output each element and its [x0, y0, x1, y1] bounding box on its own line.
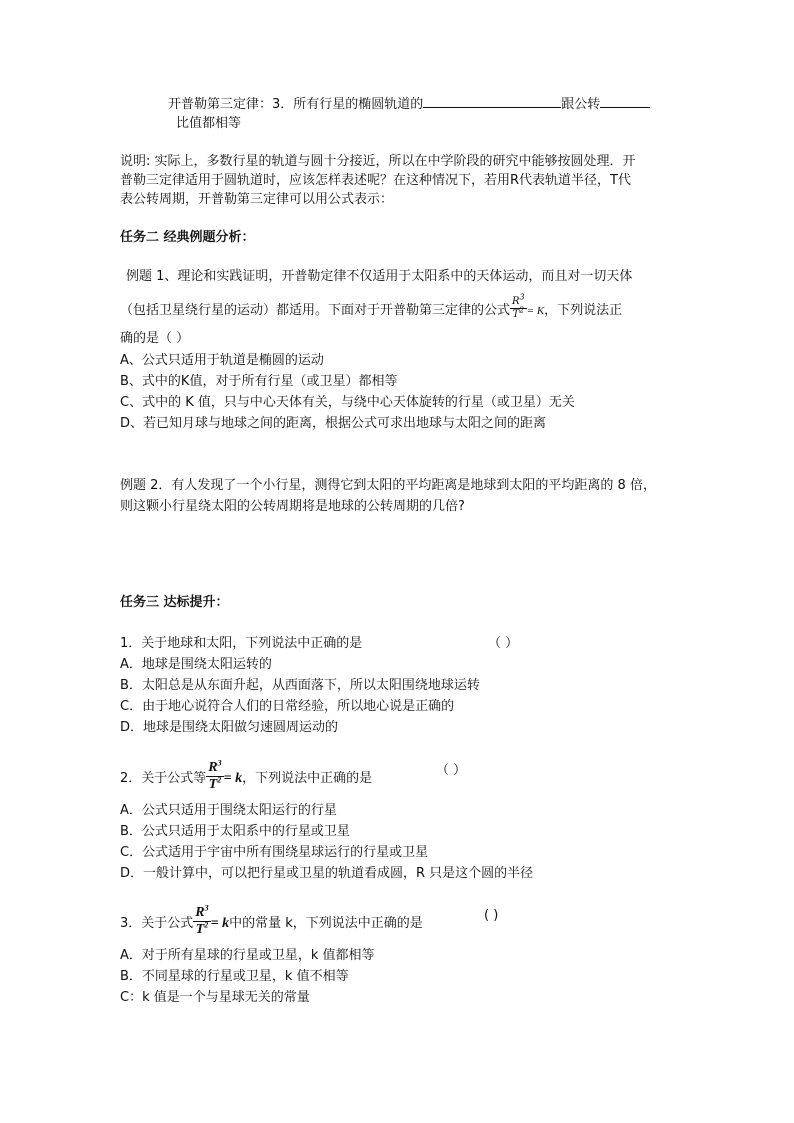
- example1-text-2: ，下列说法正: [544, 303, 623, 318]
- question1-stem: [120, 635, 362, 653]
- q2-formula-denominator-exponent: 2: [217, 775, 222, 785]
- example1-option-c: C、式中的 K 值，只与中心天体有关，与绕中心天体旋转的行星（或卫星）无关: [120, 395, 575, 410]
- example1-line-2: [120, 292, 623, 323]
- question1-option-d: D．地球是围绕太阳做匀速圆周运动的: [120, 720, 339, 735]
- formula-numerator: R: [512, 296, 520, 307]
- question2-text: 2．关于公式等: [120, 771, 207, 786]
- question3-text-2: 中的常量 k，下列说法中正确的是: [229, 916, 423, 931]
- question2-option-d: D．一般计算中，可以把行星或卫星的轨道看成圆，R 只是这个圆的半径: [120, 866, 534, 881]
- note-line-3: 表公转周期，开普勒第三定律可以用公式表示：: [120, 192, 394, 207]
- example2-line-1: 例题 2．有人发现了一个小行星，测得它到太阳的平均距离是地球到太阳的平均距离的 8 倍，: [120, 478, 656, 493]
- question3-text: 3．关于公式: [120, 916, 194, 931]
- question2-option-a: A．公式只适用于围绕太阳运行的行星: [120, 803, 337, 818]
- question3-option-a: A．对于所有星球的行星或卫星，k 值都相等: [120, 948, 375, 963]
- kepler-third-law-text: 开普勒第三定律：3．所有行星的椭圆轨道的: [168, 97, 424, 112]
- example1-line-3: 确的是（ ）: [120, 331, 190, 346]
- q3-formula-numerator-exponent: 3: [204, 903, 209, 913]
- example1-option-d: D、若已知月球与地球之间的距离，根据公式可求出地球与太阳之间的距离: [120, 416, 547, 431]
- question2-text-2: ，下列说法中正确的是: [242, 771, 373, 786]
- q2-formula-rhs: = k: [223, 771, 243, 786]
- formula-denominator-exponent: 2: [519, 305, 525, 315]
- formula-rhs: = K: [526, 305, 545, 317]
- example2-line-2: 则这颗小行星绕太阳的公转周期将是地球的公转周期的几倍?: [120, 499, 465, 514]
- question2-formula-fraction: [206, 760, 223, 793]
- question2-option-b: B．公式只适用于太阳系中的行星或卫星: [120, 824, 350, 839]
- example1-option-a: A、公式只适用于轨道是椭圆的运动: [120, 353, 324, 368]
- q2-formula-numerator-exponent: 3: [217, 758, 222, 768]
- answer-blank-1[interactable]: [423, 95, 561, 108]
- q3-formula-rhs: = k: [210, 916, 230, 931]
- question3-option-c: C：k 值是一个与星球无关的常量: [120, 990, 310, 1005]
- question1-option-a: A．地球是围绕太阳运转的: [120, 657, 272, 672]
- kepler-third-law-text-2: 跟公转: [561, 97, 601, 112]
- q3-formula-denominator: T: [195, 922, 205, 937]
- question1-option-c: C．由于地心说符合人们的日常经验，所以地心说是正确的: [120, 699, 455, 714]
- q3-formula-denominator-exponent: 2: [204, 920, 209, 930]
- q2-formula-denominator: T: [208, 777, 218, 792]
- question2-option-c: C．公式适用于宇宙中所有围绕星球运行的行星或卫星: [120, 845, 429, 860]
- question2-answer-paren: （ ）: [436, 763, 467, 778]
- task3-heading: 任务三 达标提升：: [120, 595, 229, 610]
- example1-option-b: B、式中的K值，对于所有行星（或卫星）都相等: [120, 374, 398, 389]
- q2-formula-numerator: R: [208, 760, 218, 775]
- question1-option-b: B．太阳总是从东面升起，从西面落下，所以太阳围绕地球运转: [120, 678, 480, 693]
- example1-line-1: 例题 1、理论和实践证明，开普勒定律不仅适用于太阳系中的天体运动，而且对一切天体: [126, 269, 633, 284]
- question3-formula-fraction: [193, 905, 210, 938]
- question3-option-b: B．不同星球的行星或卫星，k 值不相等: [120, 969, 349, 984]
- task2-heading: 任务二 经典例题分析：: [120, 230, 255, 245]
- question1-answer-paren: （ ）: [488, 636, 519, 651]
- formula-numerator-exponent: 3: [519, 292, 525, 302]
- answer-blank-2[interactable]: [600, 95, 650, 108]
- note-line-1: 说明: 实际上，多数行星的轨道与圆十分接近，所以在中学阶段的研究中能够按圆处理．开: [120, 154, 636, 169]
- question2-stem: [120, 758, 373, 795]
- kepler-formula-fraction: [510, 292, 527, 321]
- note-line-2: 普勒三定律适用于圆轨道时，应该怎样表述呢？在这种情况下，若用R代表轨道半径，T代: [120, 173, 631, 188]
- question3-answer-paren: ( ): [484, 908, 499, 923]
- example1-text: （包括卫星绕行星的运动）都适用。下面对于开普勒第三定律的公式: [120, 303, 511, 318]
- question3-stem: [120, 903, 423, 940]
- formula-denominator: T: [512, 309, 520, 320]
- question1-text: 1．关于地球和太阳，下列说法中正确的是: [120, 636, 363, 651]
- q3-formula-numerator: R: [195, 905, 205, 920]
- kepler-third-law-line-2: 比值都相等: [176, 116, 242, 131]
- kepler-third-law-line: [168, 95, 650, 114]
